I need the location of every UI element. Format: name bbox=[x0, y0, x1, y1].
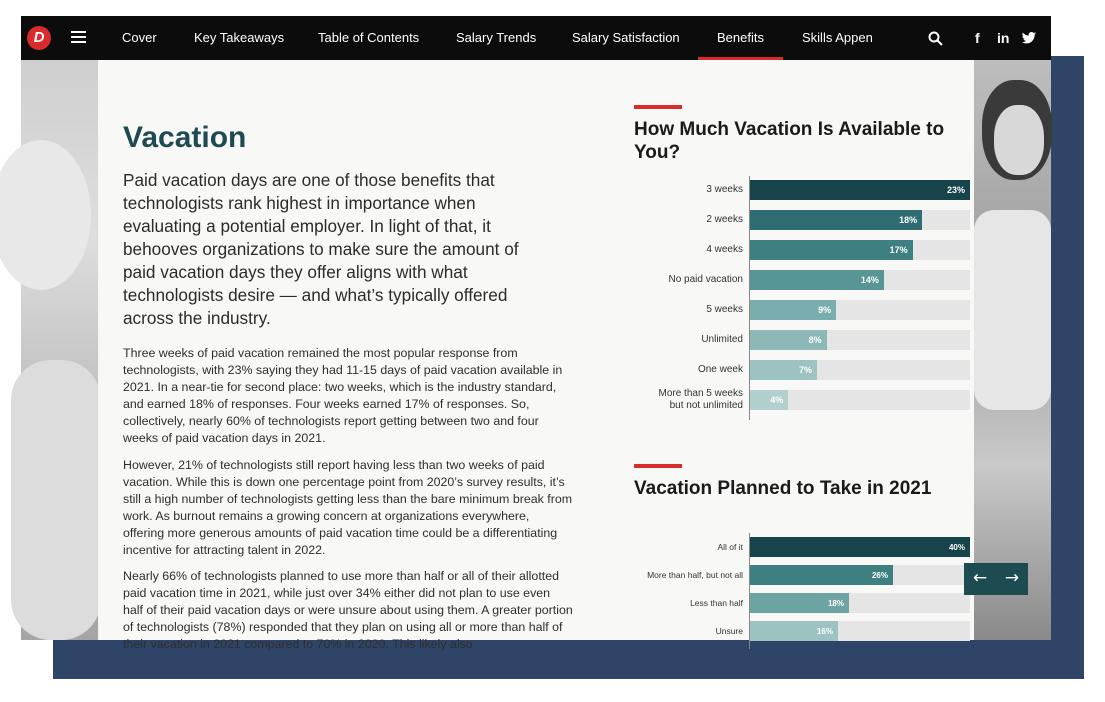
chart-1-category-label: More than 5 weeks but not unlimited bbox=[658, 388, 743, 411]
chart-2-bar-track bbox=[750, 565, 970, 585]
chart-2-bar bbox=[750, 537, 970, 557]
chart-2-bar-track bbox=[750, 537, 970, 557]
prev-arrow-icon[interactable]: ← bbox=[972, 568, 988, 588]
chart-2-value-label: 18% bbox=[827, 598, 844, 608]
chart-1-bar bbox=[750, 360, 817, 380]
chart-1-category-label: 5 weeks bbox=[706, 304, 743, 315]
twitter-icon[interactable] bbox=[1022, 32, 1036, 44]
chart-2-value-label: 16% bbox=[816, 626, 833, 636]
chart-2-accent-rule bbox=[634, 464, 682, 468]
chart-2-value-label: 40% bbox=[948, 542, 965, 552]
chart-1-category-label: No paid vacation bbox=[668, 274, 743, 285]
chart-1-value-label: 9% bbox=[818, 305, 832, 315]
search-icon[interactable] bbox=[928, 31, 943, 46]
chart-1-bar-track bbox=[750, 270, 970, 290]
chart-1-bar bbox=[750, 270, 884, 290]
body-paragraph-2: However, 21% of technologists still report having less than two weeks of paid vacation. While this is down one percentage point from 2020’s survey results, it’s still a high number of technologists getting less than the bare minimum break from work. As burnout remains a growing concern at organizations everywhere, offering more generous amounts of paid vacation time could be a differentiating incentive for attracting talent in 2022. bbox=[123, 458, 573, 557]
top-navbar bbox=[21, 16, 1051, 60]
chart-1-title: How Much Vacation Is Available to You? bbox=[634, 119, 945, 163]
chart-1-category-label: Unlimited bbox=[701, 334, 743, 345]
menu-icon[interactable] bbox=[71, 31, 86, 43]
chart-1-value-label: 18% bbox=[899, 215, 918, 225]
chart-1-accent-rule bbox=[634, 105, 682, 109]
chart-2-value-label: 26% bbox=[871, 570, 888, 580]
chart-1-bar-track bbox=[750, 360, 970, 380]
body-paragraph-3: Nearly 66% of technologists planned to use more than half or all of their allotted paid vacation time in 2021, while just over 34% either did not plan to use even half of their paid vacation days or were unsure about using them. A greater portion of technologists (78%) responded that they plan on using all or more than half of their vacation in 2021 compared to 70% in 2020. This likely also bbox=[123, 569, 573, 651]
background-photo-right bbox=[974, 60, 1051, 640]
chart-2-category-label: Less than half bbox=[690, 597, 743, 608]
nav-item-key-takeaways[interactable]: Key Takeaways bbox=[194, 30, 285, 45]
chart-1-bar bbox=[750, 240, 913, 260]
chart-1-bar bbox=[750, 390, 788, 410]
chart-1-category-label: One week bbox=[697, 364, 743, 375]
chart-1-value-label: 4% bbox=[770, 395, 784, 405]
chart-1-bar-track bbox=[750, 300, 970, 320]
nav-item-salary-satisfaction[interactable]: Salary Satisfaction bbox=[572, 30, 680, 45]
chart-1-value-label: 14% bbox=[860, 275, 879, 285]
chart-2-category-label: Unsure bbox=[715, 625, 743, 636]
facebook-icon[interactable]: f bbox=[975, 30, 980, 46]
chart-1-category-label: 3 weeks bbox=[706, 184, 743, 195]
chart-2-bar-track bbox=[750, 593, 970, 613]
chart-2-bar-track bbox=[750, 621, 970, 641]
chart-2-bar bbox=[750, 621, 838, 641]
next-arrow-icon[interactable]: → bbox=[1004, 568, 1020, 588]
chart-1-bar-track bbox=[750, 330, 970, 350]
chart-1-bar bbox=[750, 210, 922, 230]
nav-item-skills-appendix[interactable]: Skills Appen bbox=[802, 30, 873, 45]
chart-2-category-label: More than half, but not all bbox=[647, 569, 743, 580]
chart-1-bar-track bbox=[750, 390, 970, 410]
nav-item-salary-trends[interactable]: Salary Trends bbox=[456, 30, 537, 45]
chart-1-bar bbox=[750, 300, 836, 320]
chart-1-value-label: 17% bbox=[889, 245, 908, 255]
chart-2-category-label: All of it bbox=[717, 541, 743, 552]
chart-2-title: Vacation Planned to Take in 2021 bbox=[634, 478, 932, 499]
nav-item-cover[interactable]: Cover bbox=[122, 30, 157, 45]
nav-item-table-of-contents[interactable]: Table of Contents bbox=[318, 30, 420, 45]
body-paragraph-1: Three weeks of paid vacation remained the most popular response from technologists, with 23% saying they had 11-15 days of paid vacation available in 2021. In a near-tie for second place: two weeks, which is the industry standard, and earned 18% of responses. Four weeks earned 17% of responses. So, collectively, nearly 60% of technologists report getting between two and four weeks of paid vacation days in 2021. bbox=[123, 346, 563, 445]
page-title: Vacation bbox=[123, 121, 247, 154]
chart-1-value-label: 8% bbox=[808, 335, 822, 345]
chart-1-bar-track bbox=[750, 240, 970, 260]
nav-item-benefits[interactable]: Benefits bbox=[717, 16, 764, 60]
chart-1-bar-track bbox=[750, 210, 970, 230]
chart-1-bar bbox=[750, 330, 827, 350]
linkedin-icon[interactable]: in bbox=[997, 30, 1010, 46]
chart-1-value-label: 23% bbox=[946, 185, 965, 195]
pager-controls bbox=[964, 563, 1028, 595]
chart-1-category-label: 4 weeks bbox=[706, 244, 743, 255]
chart-1-category-label: 2 weeks bbox=[706, 214, 743, 225]
brand-logo[interactable]: D bbox=[27, 26, 51, 50]
app-window bbox=[21, 16, 1051, 651]
lead-paragraph: Paid vacation days are one of those benefits that technologists rank highest in importance when evaluating a potential employer. In light of that, it behooves organizations to make sure the amount of paid vacation days they offer aligns with what technologists desire — and what’s typically offered across the industry. bbox=[123, 170, 519, 328]
chart-1-value-label: 7% bbox=[798, 365, 812, 375]
chart-2-bar bbox=[750, 593, 849, 613]
background-photo-left bbox=[21, 60, 99, 640]
chart-1-bar bbox=[750, 180, 970, 200]
chart-2-bar bbox=[750, 565, 893, 585]
article-panel bbox=[98, 60, 974, 651]
chart-1-bar-track bbox=[750, 180, 970, 200]
